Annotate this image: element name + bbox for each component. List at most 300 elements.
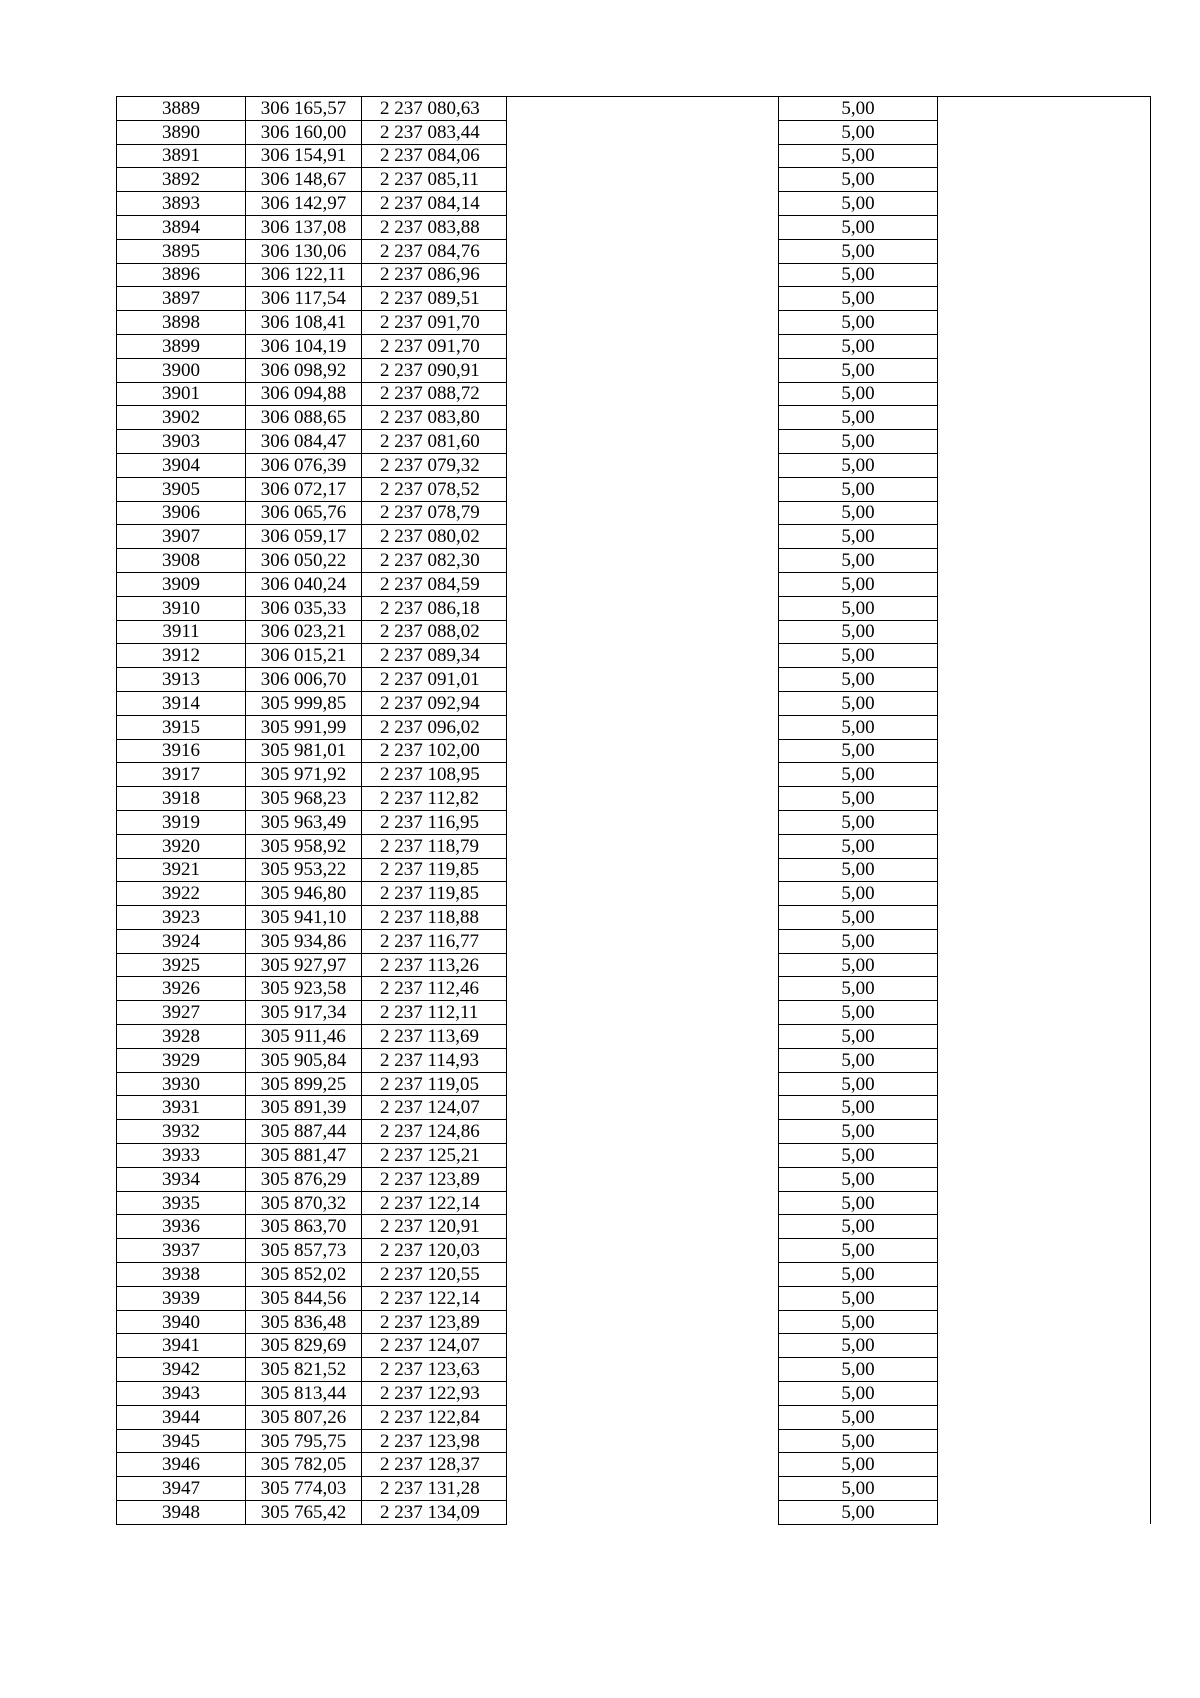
- empty-cell: [507, 192, 779, 216]
- notes-cell: [938, 691, 1151, 715]
- notes-cell: [938, 382, 1151, 406]
- point-number-cell: 3902: [117, 406, 246, 430]
- table-row: [117, 715, 1151, 739]
- notes-cell: [938, 1215, 1151, 1239]
- x-coordinate-cell: 306 098,92: [246, 358, 362, 382]
- value-cell: 5,00: [779, 1001, 938, 1025]
- point-number-cell: 3943: [117, 1382, 246, 1406]
- y-coordinate-cell: 2 237 122,14: [362, 1191, 507, 1215]
- y-coordinate-cell: 2 237 089,51: [362, 287, 507, 311]
- empty-cell: [507, 382, 779, 406]
- table-row: [117, 358, 1151, 382]
- y-coordinate-cell: 2 237 080,02: [362, 525, 507, 549]
- notes-cell: [938, 1501, 1151, 1525]
- y-coordinate-cell: 2 237 123,63: [362, 1358, 507, 1382]
- value-cell: 5,00: [779, 525, 938, 549]
- point-number-cell: 3938: [117, 1263, 246, 1287]
- notes-cell: [938, 715, 1151, 739]
- empty-cell: [507, 1501, 779, 1525]
- notes-cell: [938, 1191, 1151, 1215]
- y-coordinate-cell: 2 237 085,11: [362, 168, 507, 192]
- y-coordinate-cell: 2 237 113,26: [362, 953, 507, 977]
- table-row: [117, 1144, 1151, 1168]
- x-coordinate-cell: 305 981,01: [246, 739, 362, 763]
- table-row: [117, 1048, 1151, 1072]
- point-number-cell: 3944: [117, 1405, 246, 1429]
- point-number-cell: 3890: [117, 120, 246, 144]
- x-coordinate-cell: 306 050,22: [246, 549, 362, 573]
- table-row: [117, 120, 1151, 144]
- point-number-cell: 3928: [117, 1025, 246, 1049]
- y-coordinate-cell: 2 237 082,30: [362, 549, 507, 573]
- value-cell: 5,00: [779, 668, 938, 692]
- table-row: [117, 1501, 1151, 1525]
- notes-cell: [938, 1144, 1151, 1168]
- empty-cell: [507, 596, 779, 620]
- y-coordinate-cell: 2 237 084,14: [362, 192, 507, 216]
- empty-cell: [507, 120, 779, 144]
- empty-cell: [507, 1144, 779, 1168]
- empty-cell: [507, 906, 779, 930]
- point-number-cell: 3900: [117, 358, 246, 382]
- table-row: [117, 430, 1151, 454]
- table-row: [117, 1215, 1151, 1239]
- value-cell: 5,00: [779, 763, 938, 787]
- y-coordinate-cell: 2 237 123,98: [362, 1429, 507, 1453]
- x-coordinate-cell: 306 104,19: [246, 334, 362, 358]
- x-coordinate-cell: 305 891,39: [246, 1096, 362, 1120]
- point-number-cell: 3907: [117, 525, 246, 549]
- value-cell: 5,00: [779, 97, 938, 121]
- empty-cell: [507, 834, 779, 858]
- point-number-cell: 3901: [117, 382, 246, 406]
- y-coordinate-cell: 2 237 134,09: [362, 1501, 507, 1525]
- empty-cell: [507, 1001, 779, 1025]
- empty-cell: [507, 1025, 779, 1049]
- point-number-cell: 3893: [117, 192, 246, 216]
- x-coordinate-cell: 305 782,05: [246, 1453, 362, 1477]
- x-coordinate-cell: 305 899,25: [246, 1072, 362, 1096]
- value-cell: 5,00: [779, 311, 938, 335]
- table-row: [117, 525, 1151, 549]
- point-number-cell: 3924: [117, 929, 246, 953]
- y-coordinate-cell: 2 237 081,60: [362, 430, 507, 454]
- y-coordinate-cell: 2 237 108,95: [362, 763, 507, 787]
- value-cell: 5,00: [779, 477, 938, 501]
- notes-cell: [938, 787, 1151, 811]
- notes-cell: [938, 477, 1151, 501]
- y-coordinate-cell: 2 237 088,02: [362, 620, 507, 644]
- notes-cell: [938, 311, 1151, 335]
- y-coordinate-cell: 2 237 084,76: [362, 239, 507, 263]
- notes-cell: [938, 453, 1151, 477]
- point-number-cell: 3908: [117, 549, 246, 573]
- value-cell: 5,00: [779, 906, 938, 930]
- empty-cell: [507, 1429, 779, 1453]
- y-coordinate-cell: 2 237 113,69: [362, 1025, 507, 1049]
- x-coordinate-cell: 306 165,57: [246, 97, 362, 121]
- notes-cell: [938, 1072, 1151, 1096]
- point-number-cell: 3918: [117, 787, 246, 811]
- value-cell: 5,00: [779, 596, 938, 620]
- empty-cell: [507, 1263, 779, 1287]
- value-cell: 5,00: [779, 120, 938, 144]
- y-coordinate-cell: 2 237 122,84: [362, 1405, 507, 1429]
- x-coordinate-cell: 305 795,75: [246, 1429, 362, 1453]
- value-cell: 5,00: [779, 358, 938, 382]
- point-number-cell: 3921: [117, 858, 246, 882]
- notes-cell: [938, 929, 1151, 953]
- x-coordinate-cell: 305 887,44: [246, 1120, 362, 1144]
- table-row: [117, 1263, 1151, 1287]
- empty-cell: [507, 501, 779, 525]
- x-coordinate-cell: 305 971,92: [246, 763, 362, 787]
- empty-cell: [507, 858, 779, 882]
- notes-cell: [938, 953, 1151, 977]
- x-coordinate-cell: 305 917,34: [246, 1001, 362, 1025]
- table-row: [117, 739, 1151, 763]
- point-number-cell: 3934: [117, 1167, 246, 1191]
- value-cell: 5,00: [779, 739, 938, 763]
- value-cell: 5,00: [779, 691, 938, 715]
- point-number-cell: 3946: [117, 1453, 246, 1477]
- empty-cell: [507, 929, 779, 953]
- table-row: [117, 144, 1151, 168]
- point-number-cell: 3947: [117, 1477, 246, 1501]
- y-coordinate-cell: 2 237 112,82: [362, 787, 507, 811]
- notes-cell: [938, 1239, 1151, 1263]
- y-coordinate-cell: 2 237 131,28: [362, 1477, 507, 1501]
- notes-cell: [938, 1120, 1151, 1144]
- empty-cell: [507, 1358, 779, 1382]
- notes-cell: [938, 1453, 1151, 1477]
- empty-cell: [507, 97, 779, 121]
- y-coordinate-cell: 2 237 116,77: [362, 929, 507, 953]
- x-coordinate-cell: 306 076,39: [246, 453, 362, 477]
- notes-cell: [938, 120, 1151, 144]
- table-row: [117, 168, 1151, 192]
- y-coordinate-cell: 2 237 080,63: [362, 97, 507, 121]
- value-cell: 5,00: [779, 1263, 938, 1287]
- notes-cell: [938, 1263, 1151, 1287]
- x-coordinate-cell: 305 968,23: [246, 787, 362, 811]
- table-row: [117, 406, 1151, 430]
- y-coordinate-cell: 2 237 086,18: [362, 596, 507, 620]
- empty-cell: [507, 810, 779, 834]
- notes-cell: [938, 763, 1151, 787]
- table-row: [117, 1191, 1151, 1215]
- x-coordinate-cell: 306 006,70: [246, 668, 362, 692]
- notes-cell: [938, 192, 1151, 216]
- table-row: [117, 97, 1151, 121]
- empty-cell: [507, 1215, 779, 1239]
- notes-cell: [938, 239, 1151, 263]
- table-row: [117, 1072, 1151, 1096]
- y-coordinate-cell: 2 237 116,95: [362, 810, 507, 834]
- y-coordinate-cell: 2 237 084,59: [362, 572, 507, 596]
- table-row: [117, 1001, 1151, 1025]
- point-number-cell: 3935: [117, 1191, 246, 1215]
- empty-cell: [507, 1072, 779, 1096]
- x-coordinate-cell: 305 876,29: [246, 1167, 362, 1191]
- value-cell: 5,00: [779, 382, 938, 406]
- empty-cell: [507, 977, 779, 1001]
- table-row: [117, 1167, 1151, 1191]
- notes-cell: [938, 406, 1151, 430]
- y-coordinate-cell: 2 237 079,32: [362, 453, 507, 477]
- notes-cell: [938, 739, 1151, 763]
- table-row: [117, 1096, 1151, 1120]
- y-coordinate-cell: 2 237 119,05: [362, 1072, 507, 1096]
- x-coordinate-cell: 306 108,41: [246, 311, 362, 335]
- x-coordinate-cell: 306 059,17: [246, 525, 362, 549]
- y-coordinate-cell: 2 237 120,91: [362, 1215, 507, 1239]
- x-coordinate-cell: 305 927,97: [246, 953, 362, 977]
- point-number-cell: 3926: [117, 977, 246, 1001]
- x-coordinate-cell: 305 991,99: [246, 715, 362, 739]
- point-number-cell: 3906: [117, 501, 246, 525]
- y-coordinate-cell: 2 237 124,07: [362, 1334, 507, 1358]
- empty-cell: [507, 334, 779, 358]
- notes-cell: [938, 572, 1151, 596]
- point-number-cell: 3933: [117, 1144, 246, 1168]
- notes-cell: [938, 858, 1151, 882]
- table-row: [117, 763, 1151, 787]
- y-coordinate-cell: 2 237 083,88: [362, 215, 507, 239]
- value-cell: 5,00: [779, 644, 938, 668]
- point-number-cell: 3912: [117, 644, 246, 668]
- value-cell: 5,00: [779, 1382, 938, 1406]
- value-cell: 5,00: [779, 1310, 938, 1334]
- empty-cell: [507, 1167, 779, 1191]
- y-coordinate-cell: 2 237 091,70: [362, 311, 507, 335]
- table-row: [117, 977, 1151, 1001]
- value-cell: 5,00: [779, 620, 938, 644]
- point-number-cell: 3905: [117, 477, 246, 501]
- value-cell: 5,00: [779, 858, 938, 882]
- x-coordinate-cell: 305 857,73: [246, 1239, 362, 1263]
- empty-cell: [507, 1477, 779, 1501]
- x-coordinate-cell: 305 963,49: [246, 810, 362, 834]
- table-row: [117, 1477, 1151, 1501]
- point-number-cell: 3932: [117, 1120, 246, 1144]
- y-coordinate-cell: 2 237 119,85: [362, 858, 507, 882]
- notes-cell: [938, 1477, 1151, 1501]
- notes-cell: [938, 263, 1151, 287]
- y-coordinate-cell: 2 237 088,72: [362, 382, 507, 406]
- empty-cell: [507, 215, 779, 239]
- x-coordinate-cell: 305 774,03: [246, 1477, 362, 1501]
- x-coordinate-cell: 305 765,42: [246, 1501, 362, 1525]
- coordinates-table: [116, 96, 1151, 1525]
- empty-cell: [507, 406, 779, 430]
- x-coordinate-cell: 306 154,91: [246, 144, 362, 168]
- y-coordinate-cell: 2 237 078,52: [362, 477, 507, 501]
- y-coordinate-cell: 2 237 091,70: [362, 334, 507, 358]
- notes-cell: [938, 144, 1151, 168]
- x-coordinate-cell: 305 836,48: [246, 1310, 362, 1334]
- x-coordinate-cell: 305 821,52: [246, 1358, 362, 1382]
- empty-cell: [507, 691, 779, 715]
- empty-cell: [507, 311, 779, 335]
- empty-cell: [507, 763, 779, 787]
- notes-cell: [938, 1358, 1151, 1382]
- x-coordinate-cell: 306 160,00: [246, 120, 362, 144]
- notes-cell: [938, 1429, 1151, 1453]
- value-cell: 5,00: [779, 1239, 938, 1263]
- empty-cell: [507, 715, 779, 739]
- y-coordinate-cell: 2 237 125,21: [362, 1144, 507, 1168]
- value-cell: 5,00: [779, 715, 938, 739]
- value-cell: 5,00: [779, 1358, 938, 1382]
- x-coordinate-cell: 305 807,26: [246, 1405, 362, 1429]
- x-coordinate-cell: 306 130,06: [246, 239, 362, 263]
- empty-cell: [507, 1191, 779, 1215]
- value-cell: 5,00: [779, 1286, 938, 1310]
- point-number-cell: 3945: [117, 1429, 246, 1453]
- y-coordinate-cell: 2 237 122,93: [362, 1382, 507, 1406]
- empty-cell: [507, 358, 779, 382]
- table-row: [117, 263, 1151, 287]
- notes-cell: [938, 1025, 1151, 1049]
- notes-cell: [938, 977, 1151, 1001]
- y-coordinate-cell: 2 237 084,06: [362, 144, 507, 168]
- value-cell: 5,00: [779, 430, 938, 454]
- value-cell: 5,00: [779, 144, 938, 168]
- empty-cell: [507, 1120, 779, 1144]
- y-coordinate-cell: 2 237 083,80: [362, 406, 507, 430]
- x-coordinate-cell: 305 844,56: [246, 1286, 362, 1310]
- point-number-cell: 3911: [117, 620, 246, 644]
- value-cell: 5,00: [779, 287, 938, 311]
- value-cell: 5,00: [779, 953, 938, 977]
- y-coordinate-cell: 2 237 112,46: [362, 977, 507, 1001]
- point-number-cell: 3923: [117, 906, 246, 930]
- coordinates-table-body: [117, 97, 1151, 1525]
- table-row: [117, 596, 1151, 620]
- empty-cell: [507, 787, 779, 811]
- empty-cell: [507, 644, 779, 668]
- point-number-cell: 3927: [117, 1001, 246, 1025]
- y-coordinate-cell: 2 237 089,34: [362, 644, 507, 668]
- y-coordinate-cell: 2 237 124,86: [362, 1120, 507, 1144]
- value-cell: 5,00: [779, 1191, 938, 1215]
- point-number-cell: 3903: [117, 430, 246, 454]
- notes-cell: [938, 1382, 1151, 1406]
- point-number-cell: 3940: [117, 1310, 246, 1334]
- empty-cell: [507, 1096, 779, 1120]
- point-number-cell: 3948: [117, 1501, 246, 1525]
- value-cell: 5,00: [779, 1453, 938, 1477]
- notes-cell: [938, 287, 1151, 311]
- empty-cell: [507, 1453, 779, 1477]
- value-cell: 5,00: [779, 549, 938, 573]
- empty-cell: [507, 1382, 779, 1406]
- empty-cell: [507, 1048, 779, 1072]
- notes-cell: [938, 97, 1151, 121]
- empty-cell: [507, 477, 779, 501]
- y-coordinate-cell: 2 237 120,03: [362, 1239, 507, 1263]
- point-number-cell: 3914: [117, 691, 246, 715]
- empty-cell: [507, 1310, 779, 1334]
- empty-cell: [507, 620, 779, 644]
- y-coordinate-cell: 2 237 123,89: [362, 1310, 507, 1334]
- notes-cell: [938, 834, 1151, 858]
- y-coordinate-cell: 2 237 118,88: [362, 906, 507, 930]
- value-cell: 5,00: [779, 977, 938, 1001]
- point-number-cell: 3913: [117, 668, 246, 692]
- x-coordinate-cell: 305 911,46: [246, 1025, 362, 1049]
- x-coordinate-cell: 305 813,44: [246, 1382, 362, 1406]
- value-cell: 5,00: [779, 215, 938, 239]
- notes-cell: [938, 1096, 1151, 1120]
- value-cell: 5,00: [779, 882, 938, 906]
- table-row: [117, 858, 1151, 882]
- empty-cell: [507, 572, 779, 596]
- value-cell: 5,00: [779, 192, 938, 216]
- table-row: [117, 906, 1151, 930]
- table-row: [117, 1358, 1151, 1382]
- x-coordinate-cell: 305 829,69: [246, 1334, 362, 1358]
- x-coordinate-cell: 306 094,88: [246, 382, 362, 406]
- empty-cell: [507, 1405, 779, 1429]
- point-number-cell: 3897: [117, 287, 246, 311]
- table-row: [117, 334, 1151, 358]
- notes-cell: [938, 334, 1151, 358]
- empty-cell: [507, 549, 779, 573]
- x-coordinate-cell: 306 023,21: [246, 620, 362, 644]
- table-row: [117, 810, 1151, 834]
- point-number-cell: 3930: [117, 1072, 246, 1096]
- table-row: [117, 1310, 1151, 1334]
- x-coordinate-cell: 305 941,10: [246, 906, 362, 930]
- notes-cell: [938, 668, 1151, 692]
- value-cell: 5,00: [779, 1120, 938, 1144]
- value-cell: 5,00: [779, 1334, 938, 1358]
- notes-cell: [938, 596, 1151, 620]
- table-row: [117, 1453, 1151, 1477]
- y-coordinate-cell: 2 237 128,37: [362, 1453, 507, 1477]
- point-number-cell: 3895: [117, 239, 246, 263]
- empty-cell: [507, 263, 779, 287]
- notes-cell: [938, 215, 1151, 239]
- point-number-cell: 3920: [117, 834, 246, 858]
- table-row: [117, 787, 1151, 811]
- table-row: [117, 287, 1151, 311]
- point-number-cell: 3894: [117, 215, 246, 239]
- x-coordinate-cell: 305 905,84: [246, 1048, 362, 1072]
- table-row: [117, 453, 1151, 477]
- value-cell: 5,00: [779, 1072, 938, 1096]
- point-number-cell: 3889: [117, 97, 246, 121]
- empty-cell: [507, 525, 779, 549]
- empty-cell: [507, 882, 779, 906]
- y-coordinate-cell: 2 237 078,79: [362, 501, 507, 525]
- point-number-cell: 3904: [117, 453, 246, 477]
- point-number-cell: 3891: [117, 144, 246, 168]
- notes-cell: [938, 168, 1151, 192]
- table-row: [117, 477, 1151, 501]
- table-row: [117, 239, 1151, 263]
- value-cell: 5,00: [779, 1048, 938, 1072]
- empty-cell: [507, 1286, 779, 1310]
- x-coordinate-cell: 306 065,76: [246, 501, 362, 525]
- empty-cell: [507, 739, 779, 763]
- table-row: [117, 215, 1151, 239]
- point-number-cell: 3937: [117, 1239, 246, 1263]
- notes-cell: [938, 906, 1151, 930]
- table-row: [117, 1405, 1151, 1429]
